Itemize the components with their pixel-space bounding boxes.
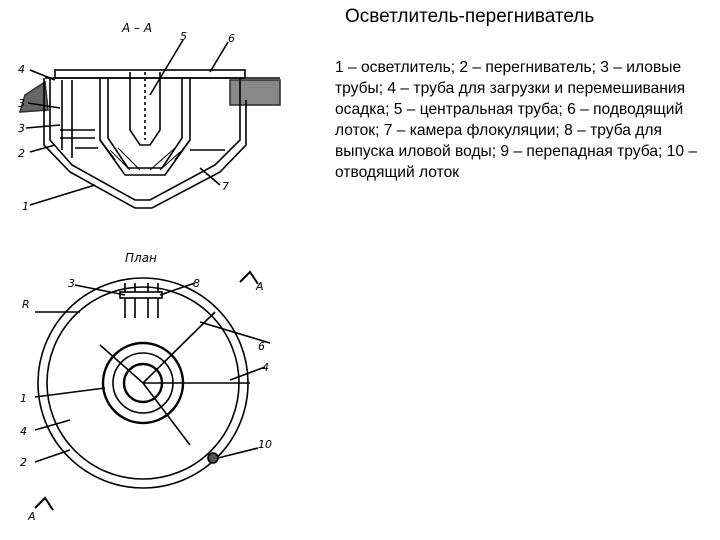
plan-label-3: 3: [68, 277, 75, 290]
section-label-6: 6: [228, 32, 235, 45]
page-title: Осветлитель-перегниватель: [345, 6, 595, 27]
plan-label-10: 10: [258, 438, 272, 451]
plan-label-4-left: 4: [20, 425, 27, 438]
plan-heading: План: [125, 251, 157, 265]
section-label-5: 5: [180, 30, 187, 43]
section-label-7: 7: [222, 180, 229, 193]
section-label-3b: 3: [18, 122, 25, 135]
plan-label-1: 1: [20, 392, 27, 405]
section-label-4: 4: [18, 63, 25, 76]
legend-text: 1 – осветлитель; 2 – перегниватель; 3 – иловые трубы; 4 – труба для загрузки и перемешивания осадка; 5 – центральная труба; 6 – подводящий лоток; 7 – камера флокуляции; 8 – труба для выпуска иловой воды; 9 – перепадная труба; 10 – отводящий лоток: [335, 59, 698, 181]
plan-label-A-bottom: А: [28, 510, 36, 523]
plan-label-4-right: 4: [262, 361, 269, 374]
plan-label-2: 2: [20, 456, 27, 469]
section-view: [18, 21, 280, 213]
sludge-pipes: [62, 80, 72, 158]
section-label-3a: 3: [18, 97, 25, 110]
plan-label-left-mark: R: [22, 298, 30, 311]
section-heading: А – А: [122, 21, 153, 35]
section-label-1: 1: [22, 200, 29, 213]
plan-view: [20, 251, 272, 523]
ground-right: [230, 80, 280, 105]
outlet-10: [208, 453, 218, 463]
plan-label-6: 6: [258, 340, 265, 353]
plan-label-8: 8: [193, 277, 200, 290]
plan-label-A-top: А: [256, 280, 264, 293]
section-label-2: 2: [18, 147, 25, 160]
